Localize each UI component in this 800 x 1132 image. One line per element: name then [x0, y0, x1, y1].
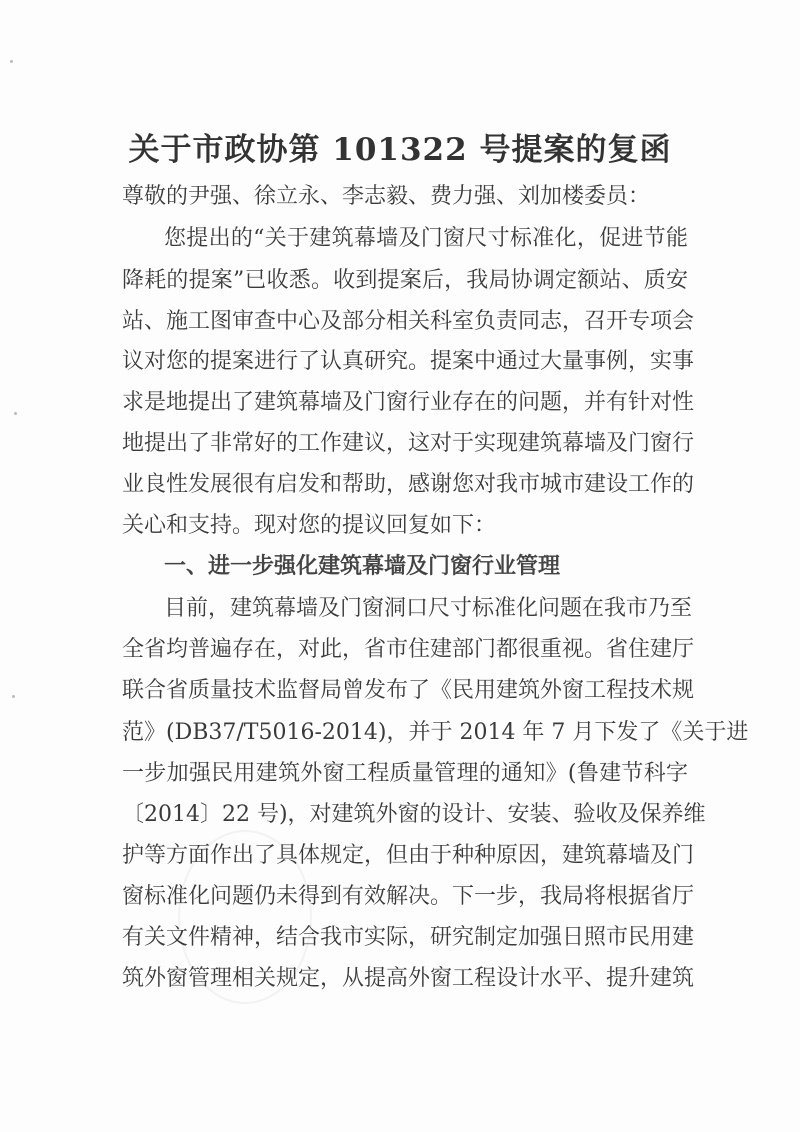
paragraph-line: 地提出了非常好的工作建议，这对于实现建筑幕墙及门窗行 [122, 431, 695, 456]
salutation: 尊敬的尹强、徐立永、李志毅、费力强、刘加楼委员： [122, 184, 651, 209]
scan-speck [10, 60, 13, 63]
paragraph-line: 一步加强民用建筑外窗工程质量管理的通知》(鲁建节科字 [122, 761, 688, 786]
paragraph-line: 议对您的提案进行了认真研究。提案中通过大量事例，实事 [122, 349, 695, 374]
scan-speck [14, 412, 17, 415]
paragraph-line: 站、施工图审查中心及部分相关科室负责同志，召开专项会 [122, 309, 695, 334]
paragraph-line: 〔2014〕22 号)，对建筑外窗的设计、安装、验收及保养维 [122, 802, 706, 827]
paragraph-line: 范》(DB37/T5016-2014)，并于 2014 年 7 月下发了《关于进 [122, 720, 749, 745]
paragraph-line: 您提出的“关于建筑幕墙及门窗尺寸标准化，促进节能 [164, 226, 688, 251]
paragraph-line: 窗标准化问题仍未得到有效解决。下一步，我局将根据省厅 [122, 884, 695, 909]
paragraph-line: 全省均普遍存在，对此，省市住建部门都很重视。省住建厅 [122, 637, 695, 662]
paragraph-line: 业良性发展很有启发和帮助，感谢您对我市城市建设工作的 [122, 472, 695, 497]
paragraph-line: 联合省质量技术监督局曾发布了《民用建筑外窗工程技术规 [122, 678, 695, 703]
paragraph-line: 有关文件精神，结合我市实际，研究制定加强日照市民用建 [122, 925, 695, 950]
section-heading: 一、进一步强化建筑幕墙及门窗行业管理 [164, 554, 561, 579]
paragraph-line: 关心和支持。现对您的提议回复如下： [122, 513, 497, 538]
paragraph-line: 护等方面作出了具体规定，但由于种种原因，建筑幕墙及门 [122, 843, 695, 868]
paragraph-line: 降耗的提案”已收悉。收到提案后，我局协调定额站、质安 [122, 268, 688, 293]
scan-speck [12, 695, 15, 698]
paragraph-line: 筑外窗管理相关规定，从提高外窗工程设计水平、提升建筑 [122, 966, 695, 991]
paragraph-line: 求是地提出了建筑幕墙及门窗行业存在的问题，并有针对性 [122, 390, 695, 415]
document-title: 关于市政协第 101322 号提案的复函 [128, 132, 672, 168]
paragraph-line: 目前，建筑幕墙及门窗洞口尺寸标准化问题在我市乃至 [164, 596, 693, 621]
